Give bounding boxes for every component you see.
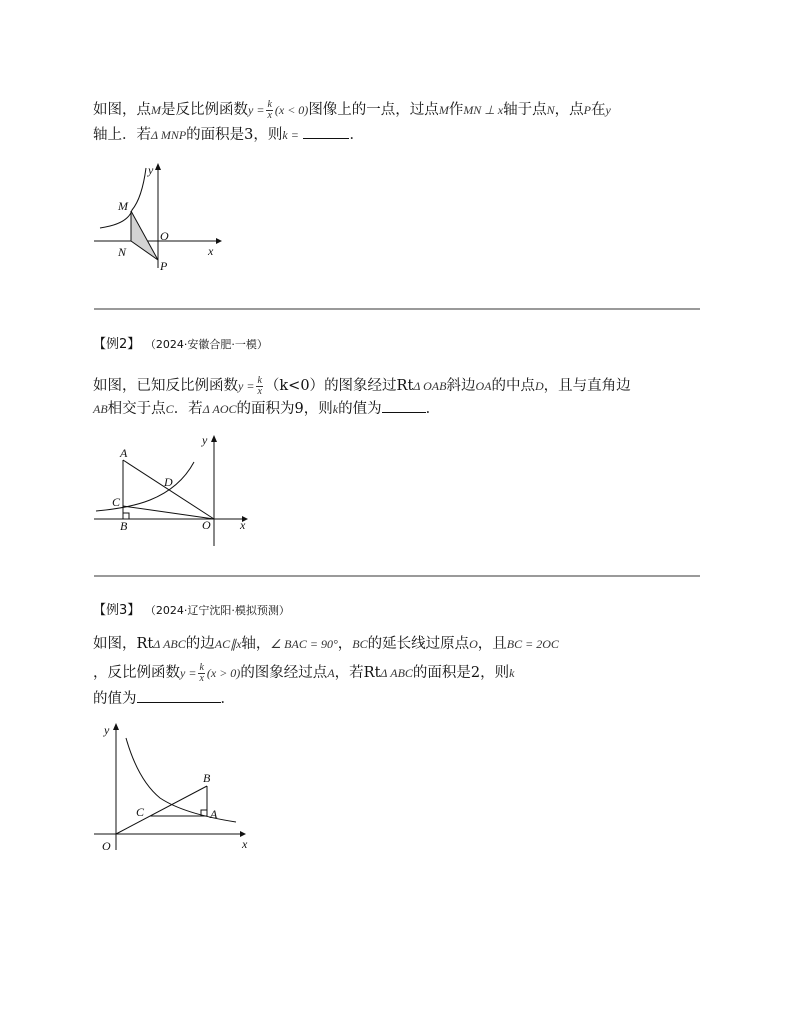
- q3-text: 的图象经过点: [240, 665, 328, 681]
- q3-tri-abc-2: Δ ABC: [380, 666, 413, 680]
- q1-text: 如图，点: [93, 102, 151, 118]
- q2-text: 斜边: [446, 378, 476, 394]
- q3-text: ．: [220, 691, 235, 707]
- q2-text: 的图象经过Rt: [324, 378, 414, 394]
- q3-eq-bc: BC = 2OC: [506, 637, 559, 651]
- q1-var-p: P: [583, 103, 591, 117]
- q1-figure: [90, 158, 230, 278]
- q1-var-m: M: [438, 103, 449, 117]
- q2-var-oa: OA: [475, 379, 492, 393]
- q1-answer-blank[interactable]: [303, 124, 349, 139]
- q3-func-lhs: y =: [180, 666, 197, 680]
- q1-var-y: y: [605, 103, 611, 117]
- q3-y-arrow: [113, 723, 119, 730]
- q3-text: 的延长线过原点: [367, 636, 470, 652]
- q1-domain: (x < 0): [274, 103, 309, 117]
- q1-label-x: x: [208, 244, 214, 258]
- q1-fraction: [266, 100, 272, 121]
- q3-line-3: [93, 688, 235, 710]
- q2-answer-blank[interactable]: [382, 398, 426, 413]
- q3-var-bc: BC: [352, 637, 368, 651]
- q2-var-k: k: [332, 402, 339, 416]
- q3-line-2: [93, 662, 514, 684]
- q3-label-a: A: [210, 807, 218, 821]
- q3-frac-den: x: [199, 672, 204, 684]
- q2-text: ，且与直角边: [543, 378, 631, 394]
- q1-line-1: [93, 99, 611, 121]
- q2-source: （2024·安徽合肥·一模）: [144, 338, 268, 351]
- q3-label-o: O: [102, 839, 111, 853]
- q1-hyperbola: [100, 168, 146, 228]
- q1-tri-mnp: Δ MNP: [151, 128, 187, 142]
- section-divider-2: [94, 575, 700, 577]
- q3-text: 轴，: [241, 636, 271, 652]
- q2-var-d: D: [534, 379, 544, 393]
- q1-label-n: N: [118, 245, 127, 259]
- q2-segment-oc: [123, 506, 214, 519]
- q1-label-o: O: [160, 229, 169, 243]
- q2-text: 的面积为9，则: [236, 401, 333, 417]
- q2-hyperbola: [96, 462, 194, 511]
- q2-var-c: C: [165, 402, 174, 416]
- q2-text: 的中点: [491, 378, 535, 394]
- q2-header: [93, 333, 268, 356]
- q3-text: 的边: [185, 636, 215, 652]
- q2-text: 的值为: [338, 401, 382, 417]
- q1-text: 的面积是3，则: [186, 127, 283, 143]
- q1-text: 作: [448, 102, 464, 118]
- q2-var-ab: AB: [93, 402, 108, 416]
- q3-text: 如图，Rt: [93, 636, 154, 652]
- q2-segment-oa: [123, 460, 214, 519]
- q2-label-c: C: [112, 495, 121, 509]
- q1-k-eq: k =: [282, 128, 299, 142]
- q3-text: ，反比例函数: [93, 665, 180, 681]
- q3-var-acx: AC∥x: [214, 637, 242, 651]
- q3-text: 的值为: [93, 691, 137, 707]
- section-divider-1: [94, 308, 700, 310]
- q1-label-y: y: [148, 163, 154, 177]
- q2-label-x: x: [240, 518, 246, 532]
- q2-tri-oab: Δ OAB: [413, 379, 447, 393]
- q2-line-2: [93, 398, 440, 420]
- q2-figure: [90, 430, 260, 550]
- q1-frac-num: k: [267, 98, 272, 110]
- q2-fraction: [256, 376, 262, 397]
- q1-text: ．: [349, 127, 364, 143]
- q1-label-p: P: [160, 259, 168, 273]
- q1-text: 在: [590, 102, 606, 118]
- q2-domain: （k<0）: [264, 378, 325, 394]
- q2-text: 相交于点: [107, 401, 166, 417]
- q2-func-lhs: y =: [238, 379, 255, 393]
- q3-domain: (x > 0): [206, 666, 241, 680]
- q3-frac-num: k: [199, 661, 204, 673]
- q3-tri-abc: Δ ABC: [153, 637, 186, 651]
- q3-header: [93, 599, 290, 622]
- q2-label-o: O: [202, 518, 211, 532]
- q1-text: 轴于点: [503, 102, 547, 118]
- q1-line-2: [93, 124, 364, 146]
- q3-text: ，且: [477, 636, 507, 652]
- q3-var-a: A: [327, 666, 335, 680]
- q3-text: ，若Rt: [334, 665, 381, 681]
- q3-fraction: [198, 663, 204, 684]
- q3-label-y: y: [104, 723, 110, 737]
- q1-expr-mn: MN ⊥ x: [463, 103, 504, 117]
- q2-text: 如图，已知反比例函数: [93, 378, 238, 394]
- q3-var-k: k: [509, 666, 515, 680]
- q1-y-arrow: [155, 163, 161, 170]
- q3-source: （2024·辽宁沈阳·模拟预测）: [144, 604, 290, 617]
- q3-label-c: C: [136, 805, 145, 819]
- q3-text: ，: [337, 636, 353, 652]
- q1-var-m: M: [151, 103, 161, 117]
- q3-label: 【例3】: [93, 603, 141, 618]
- q1-text: 是反比例函数: [161, 102, 248, 118]
- q2-label-d: D: [164, 475, 173, 489]
- q2-tri-aoc: Δ AOC: [202, 402, 237, 416]
- q1-triangle-mnp: [131, 211, 158, 260]
- q1-label-m: M: [118, 199, 128, 213]
- q2-frac-num: k: [257, 374, 262, 386]
- q3-text: 的面积是2，则: [412, 665, 510, 681]
- q1-func-lhs: y =: [248, 103, 265, 117]
- q1-var-n: N: [546, 103, 555, 117]
- q2-y-arrow: [211, 435, 217, 442]
- q3-segment-ob: [116, 786, 207, 834]
- q3-figure: [90, 718, 260, 858]
- q1-x-arrow: [216, 238, 222, 244]
- q3-line-1: [93, 633, 559, 655]
- q3-label-x: x: [242, 837, 248, 851]
- q1-text: 轴上．若: [93, 127, 151, 143]
- q2-text: ．若: [173, 401, 203, 417]
- q3-answer-blank[interactable]: [137, 688, 221, 703]
- q2-line-1: [93, 375, 631, 397]
- q1-frac-den: x: [267, 109, 272, 121]
- q3-angle: ∠ BAC = 90°: [270, 637, 338, 651]
- q2-text: ．: [425, 401, 441, 417]
- q3-var-o: O: [469, 637, 478, 651]
- q1-text: 图像上的一点，过点: [308, 102, 439, 118]
- q2-frac-den: x: [257, 385, 262, 397]
- q1-text: ，点: [554, 102, 584, 118]
- q2-label-y: y: [202, 433, 208, 447]
- q3-label-b: B: [203, 771, 211, 785]
- q2-label-b: B: [120, 519, 128, 533]
- q2-label-a: A: [120, 446, 128, 460]
- q2-label: 【例2】: [93, 337, 141, 352]
